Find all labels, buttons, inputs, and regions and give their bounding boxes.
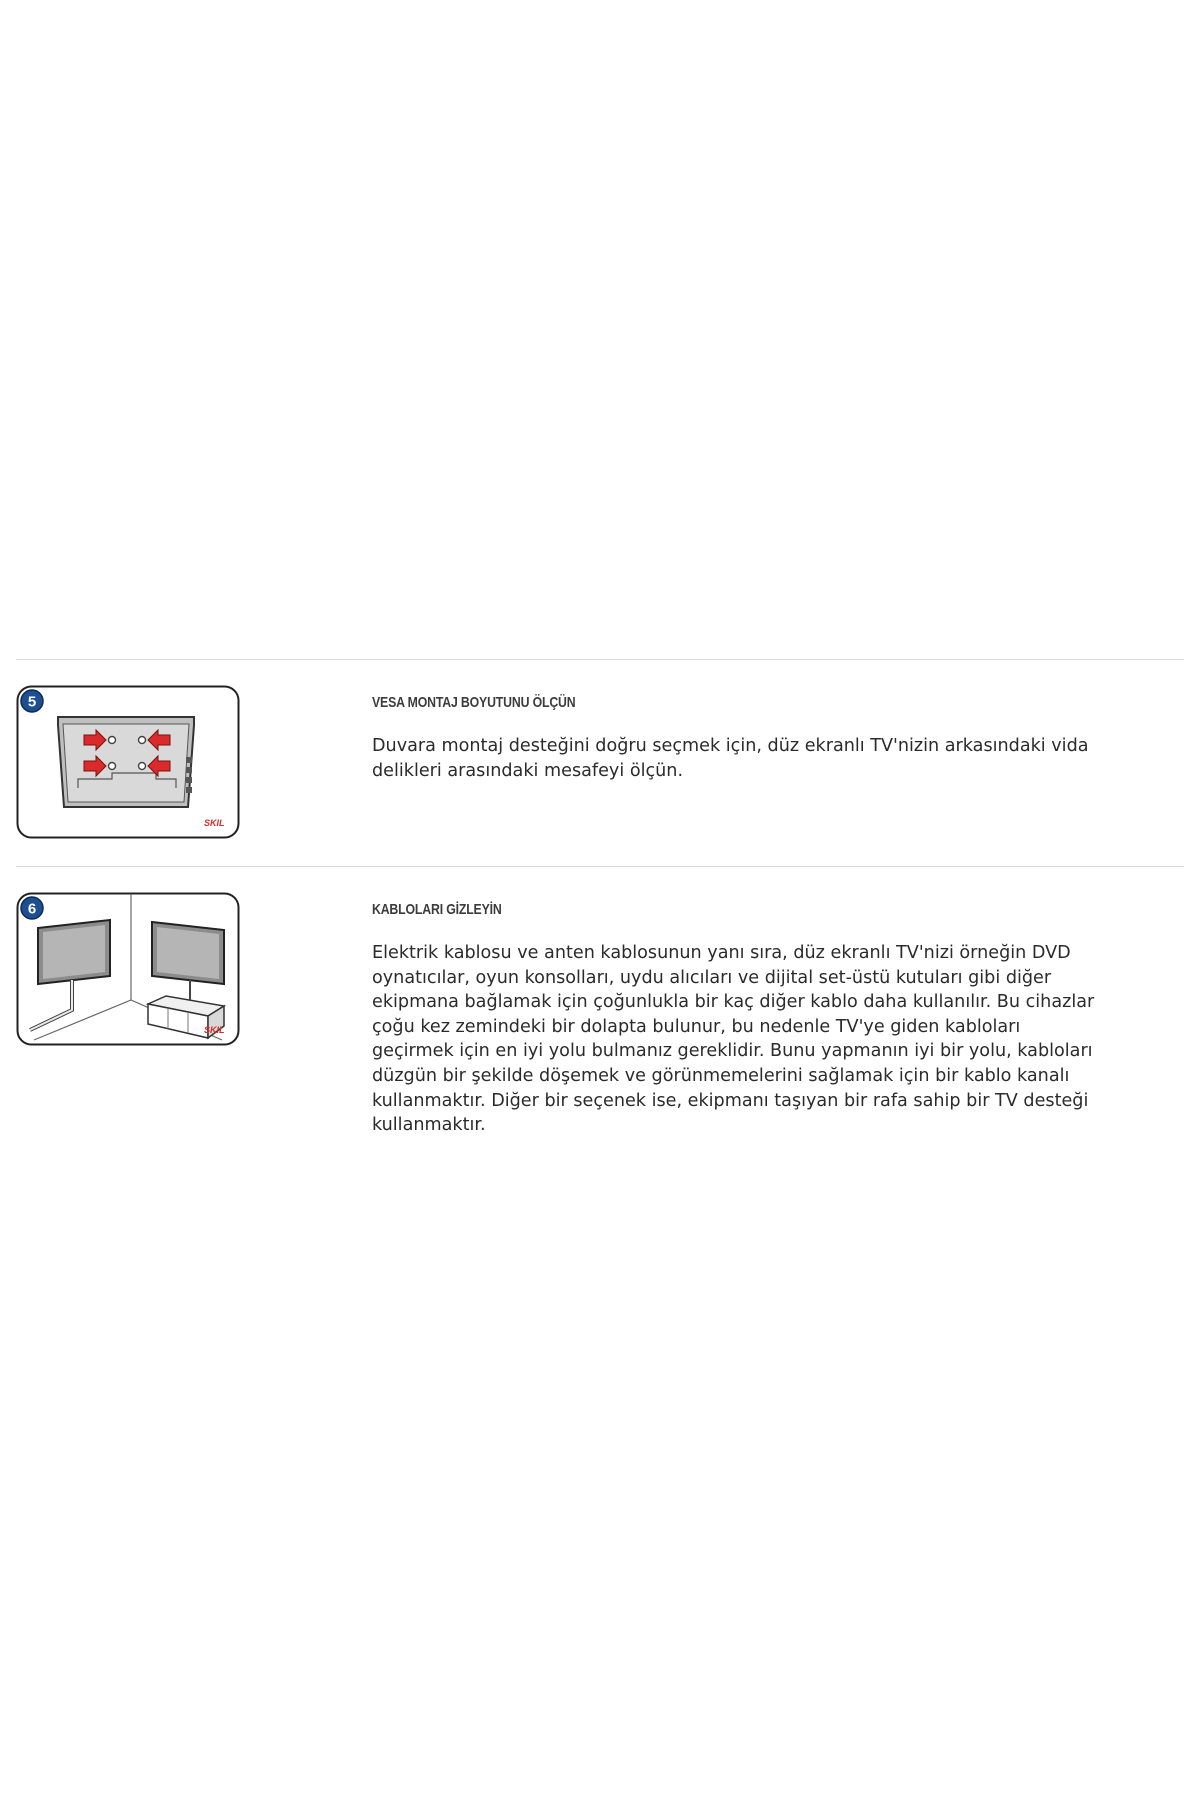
step-title: VESA MONTAJ BOYUTUNU ÖLÇÜN bbox=[372, 694, 576, 711]
skil-logo: SKIL bbox=[204, 818, 225, 828]
divider-middle bbox=[16, 866, 1184, 867]
tv-back-vesa-measure-icon bbox=[16, 685, 240, 839]
step-description: Duvara montaj desteğini doğru seçmek için, düz ekranlı TV'nizin arkasındaki vida delikleri arasındaki mesafeyi ölçün. bbox=[372, 736, 1089, 781]
step-6-text bbox=[372, 901, 1102, 1138]
tv-cable-concealment-icon bbox=[16, 892, 240, 1046]
divider-top bbox=[16, 659, 1184, 660]
step-description: Elektrik kablosu ve anten kablosunun yanı sıra, düz ekranlı TV'nizi örneğin DVD oynatıcılar, oyun konsolları, uydu alıcıları ve dijital set-üstü kutuları gibi diğer ekipmana bağlamak için çoğunlukla bir kaç diğer kablo daha kullanılır. Bu cihazlar çoğu kez zemindeki bir dolapta bulunur, bu nedenle TV'ye giden kabloları geçirmek için en iyi yolu bulmanız gereklidir. Bunu yapmanın iyi bir yolu, kabloları düzgün bir şekilde döşemek ve görünmemelerini sağlamak için bir kablo kanalı kullanmaktır. Diğer bir seçenek ise, ekipmanı taşıyan bir rafa sahip bir TV desteği kullanmaktır. bbox=[372, 943, 1095, 1136]
step-5-text bbox=[372, 694, 1102, 783]
step-5-illustration bbox=[16, 685, 240, 839]
tv-icon bbox=[38, 920, 110, 984]
step-title: KABLOLARI GİZLEYİN bbox=[372, 901, 502, 918]
tv-back-icon bbox=[58, 717, 194, 807]
step-6-illustration bbox=[16, 892, 240, 1046]
tv-icon bbox=[152, 922, 224, 984]
step-number: 6 bbox=[27, 900, 37, 918]
step-number: 5 bbox=[27, 693, 37, 711]
skil-logo: SKIL bbox=[204, 1025, 225, 1035]
